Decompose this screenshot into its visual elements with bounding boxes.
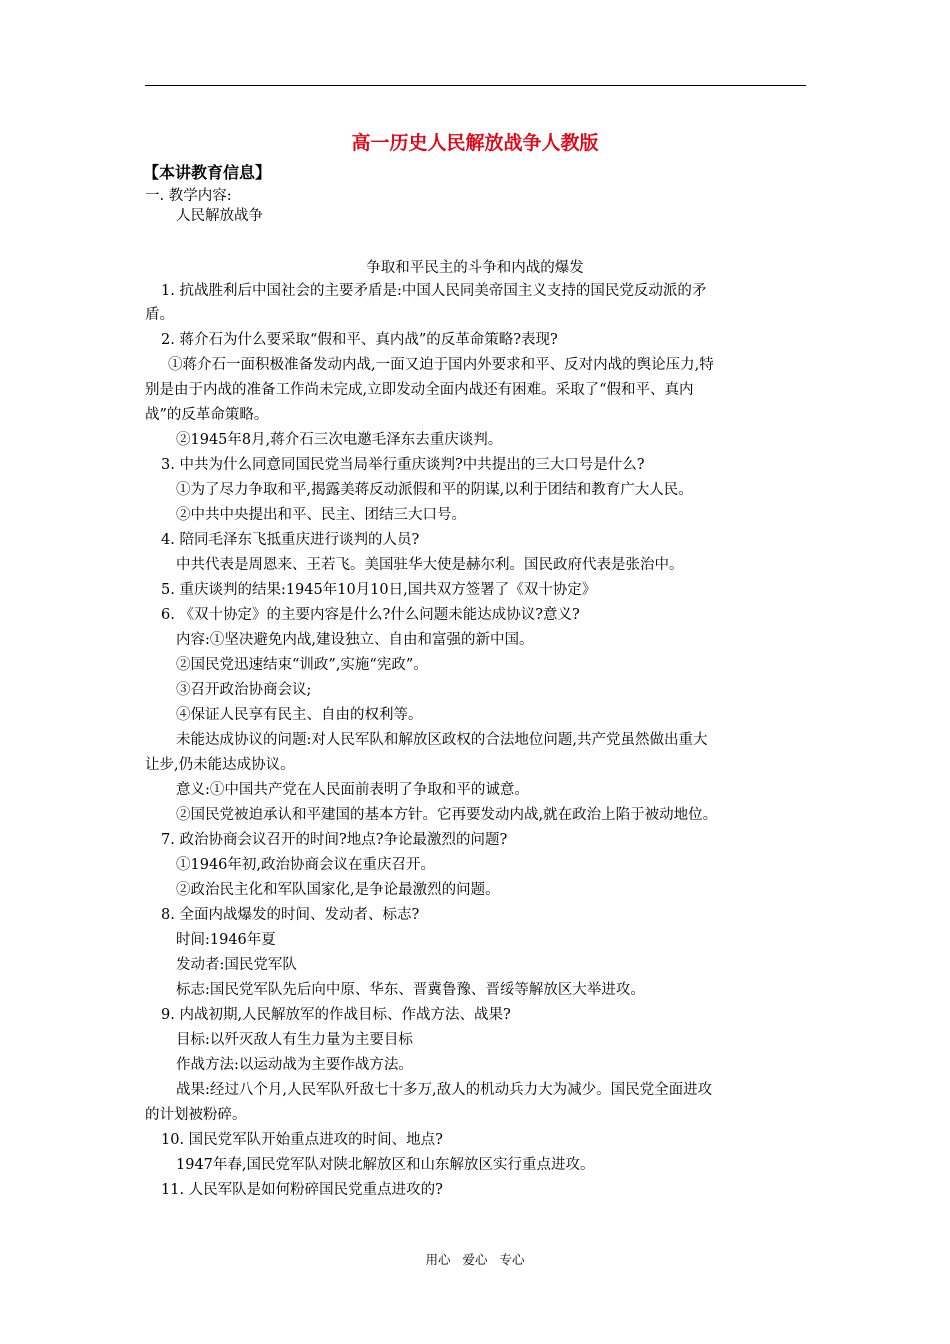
page-footer: [0, 1250, 950, 1268]
footer-word: 用心: [425, 1252, 451, 1267]
body-line: 让步,仍未能达成协议。: [145, 757, 295, 773]
body-line: 意义:①中国共产党在人民面前表明了争取和平的诚意。: [176, 782, 529, 798]
body-line: ②国民党被迫承认和平建国的基本方针。它再要发动内战,就在政治上陷于被动地位。: [176, 807, 718, 823]
body-line: 3. 中共为什么同意同国民党当局举行重庆谈判?中共提出的三大口号是什么?: [161, 457, 645, 473]
body-line: 内容:①坚决避免内战,建设独立、自由和富强的新中国。: [176, 632, 534, 648]
body-line: 战”的反革命策略。: [145, 407, 269, 423]
body-line: 6. 《双十协定》的主要内容是什么?什么问题未能达成协议?意义?: [161, 607, 580, 623]
content-value: 人民解放战争: [176, 208, 263, 224]
body-line: 10. 国民党军队开始重点进攻的时间、地点?: [161, 1132, 443, 1148]
body-line: 战果:经过八个月,人民军队歼敌七十多万,敌人的机动兵力大为减少。国民党全面进攻: [176, 1082, 713, 1098]
body-line: 2. 蒋介石为什么要采取“假和平、真内战”的反革命策略?表现?: [161, 332, 558, 348]
body-line: 1947年春,国民党军队对陕北解放区和山东解放区实行重点进攻。: [176, 1157, 595, 1173]
document-title: 高一历史人民解放战争人教版: [351, 132, 599, 154]
section-heading: 【本讲教育信息】: [143, 163, 272, 182]
body-line: 盾。: [145, 307, 174, 323]
body-line: 8. 全面内战爆发的时间、发动者、标志?: [161, 907, 420, 923]
body-line: 5. 重庆谈判的结果:1945年10月10日,国共双方签署了《双十协定》: [161, 582, 597, 598]
body-line: 发动者:国民党军队: [176, 957, 297, 973]
content-label: 一. 教学内容:: [145, 188, 232, 204]
body-line: ①1946年初,政治协商会议在重庆召开。: [176, 857, 436, 873]
footer-word: 专心: [499, 1252, 525, 1267]
body-line: 标志:国民党军队先后向中原、华东、晋冀鲁豫、晋绥等解放区大举进攻。: [176, 982, 645, 998]
body-line: ②政治民主化和军队国家化,是争论最激烈的问题。: [176, 882, 500, 898]
body-line: ①为了尽力争取和平,揭露美蒋反动派假和平的阴谋,以利于团结和教育广大人民。: [176, 482, 693, 498]
body-line: 时间:1946年夏: [176, 932, 276, 948]
footer-word: 爱心: [462, 1252, 488, 1267]
body-line: ②中共中央提出和平、民主、团结三大口号。: [176, 507, 466, 523]
body-line: 中共代表是周恩来、王若飞。美国驻华大使是赫尔利。国民政府代表是张治中。: [176, 557, 684, 573]
body-line: ③召开政治协商会议;: [176, 682, 312, 698]
body-line: 作战方法:以运动战为主要作战方法。: [176, 1057, 413, 1073]
body-line: 别是由于内战的准备工作尚未完成,立即发动全面内战还有困难。采取了“假和平、真内: [145, 382, 694, 398]
body-line: ①蒋介石一面积极准备发动内战,一面又迫于国内外要求和平、反对内战的舆论压力,特: [168, 357, 714, 373]
body-line: 的计划被粉碎。: [145, 1107, 247, 1123]
body-line: ②1945年8月,蒋介石三次电邀毛泽东去重庆谈判。: [176, 432, 503, 448]
body-line: 11. 人民军队是如何粉碎国民党重点进攻的?: [161, 1182, 443, 1198]
body-line: 1. 抗战胜利后中国社会的主要矛盾是:中国人民同美帝国主义支持的国民党反动派的矛: [161, 283, 707, 299]
header-rule: [145, 85, 806, 86]
body-line: 7. 政治协商会议召开的时间?地点?争论最激烈的问题?: [161, 832, 508, 848]
subheading: 争取和平民主的斗争和内战的爆发: [366, 260, 584, 276]
body-line: 未能达成协议的问题:对人民军队和解放区政权的合法地位问题,共产党虽然做出重大: [176, 732, 708, 748]
body-line: 4. 陪同毛泽东飞抵重庆进行谈判的人员?: [161, 532, 420, 548]
body-line: 9. 内战初期,人民解放军的作战目标、作战方法、战果?: [161, 1007, 511, 1023]
body-line: 目标:以歼灭敌人有生力量为主要目标: [176, 1032, 413, 1048]
body-line: ②国民党迅速结束“训政”,实施“宪政”。: [176, 657, 428, 673]
body-line: ④保证人民享有民主、自由的权利等。: [176, 707, 423, 723]
